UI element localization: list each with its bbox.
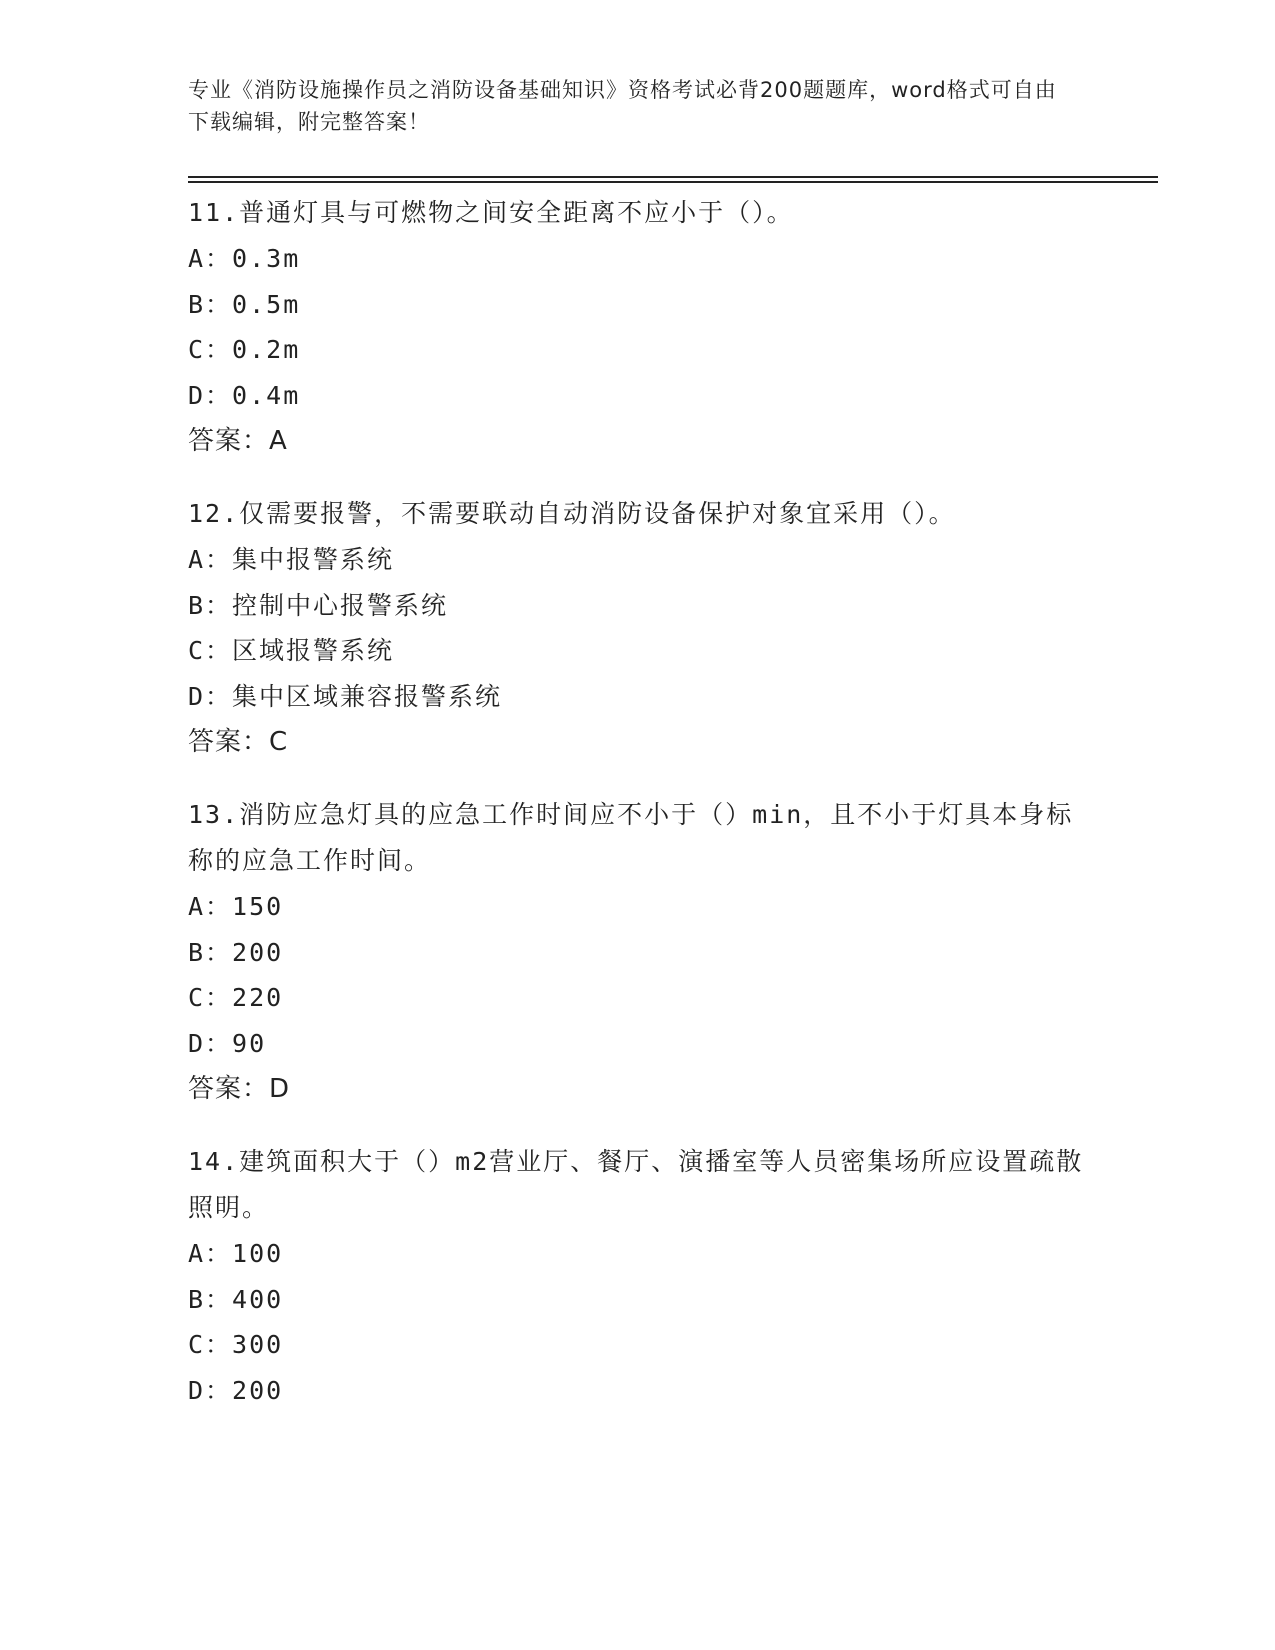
question-item xyxy=(188,491,1088,765)
option-a: A：0.3m xyxy=(188,244,301,273)
answer-line: 答案：D xyxy=(188,1074,291,1104)
option-a: A：150 xyxy=(188,892,284,921)
question-item xyxy=(188,1139,1088,1413)
option-d: D：0.4m xyxy=(188,380,301,410)
option-b: B：400 xyxy=(188,1284,284,1314)
option-a: A：集中报警系统 xyxy=(188,545,395,574)
option-b: B：200 xyxy=(188,937,284,967)
question-list xyxy=(188,190,1088,1440)
answer-line: 答案：A xyxy=(188,426,288,456)
answer-line: 答案：C xyxy=(188,727,289,757)
option-d: D：90 xyxy=(188,1028,267,1058)
option-a: A：100 xyxy=(188,1239,284,1268)
option-c: C：0.2m xyxy=(188,335,301,364)
option-c: C：区域报警系统 xyxy=(188,636,395,665)
question-text: 13.消防应急灯具的应急工作时间应不小于（）min，且不小于灯具本身标称的应急工作时间。 xyxy=(188,800,1074,875)
question-item xyxy=(188,190,1088,464)
option-b: B：控制中心报警系统 xyxy=(188,590,449,620)
option-c: C：300 xyxy=(188,1330,284,1359)
question-item xyxy=(188,792,1088,1112)
question-text: 14.建筑面积大于（）m2营业厅、餐厅、演播室等人员密集场所应设置疏散照明。 xyxy=(188,1147,1084,1222)
option-b: B：0.5m xyxy=(188,289,301,319)
option-c: C：220 xyxy=(188,983,284,1012)
header-divider-top xyxy=(188,176,1158,178)
document-header: 专业《消防设施操作员之消防设备基础知识》资格考试必背200题题库，word格式可自由下载编辑，附完整答案！ xyxy=(188,78,1057,134)
question-text: 12.仅需要报警，不需要联动自动消防设备保护对象宜采用（）。 xyxy=(188,499,956,528)
header-divider-bottom xyxy=(188,181,1158,183)
option-d: D：200 xyxy=(188,1375,284,1405)
option-d: D：集中区域兼容报警系统 xyxy=(188,681,503,711)
question-text: 11.普通灯具与可燃物之间安全距离不应小于（）。 xyxy=(188,198,794,227)
